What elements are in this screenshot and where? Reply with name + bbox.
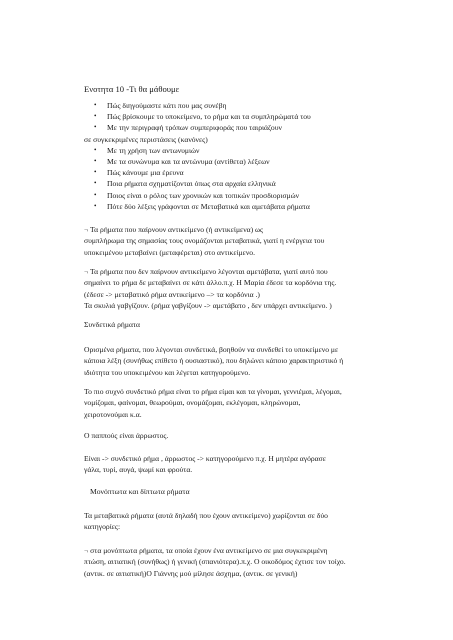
paragraph-common-linking-verbs: Το πιο συχνό συνδετικό ρήμα είναι το ρήμα είμαι και τα γίνομαι, γεννιέμαι, λέγομαι, νομίζομαι, φαίνομαι, θεωρούμαι, ονομάζομαι, εκλέγομαι, κληρώνομαι, χειροτονούμαι κ.α. — [84, 387, 342, 419]
bullet-icon: • — [94, 112, 97, 121]
bullet-icon: • — [94, 201, 97, 210]
bullet-icon: • — [94, 190, 97, 199]
list-item: • Ποια ρήματα σχηματίζονται όπως στα αρχαία ελληνικά — [94, 179, 276, 189]
objectives-list — [84, 100, 394, 212]
list-item: • Πώς κάνουμε μια έρευνα — [94, 168, 184, 178]
section-title: Ενοτητα 10 -Τι θα μάθουμε — [84, 84, 180, 94]
paragraph-transitive: ¬ Τα ρήματα που παίρνουν αντικείμενο (ή αντικείμενα) ως συμπλήρωμα της σημασίας τους ονομάζονται μεταβατικά, γιατί η ενέργεια του υποκειμένου μεταβαίνει (μεταφέρεται) στο αντικείμενο. — [84, 225, 325, 257]
list-item: • Πότε δύο λέξεις γράφονται σε Μεταβατικά και αμετάβατα ρήματα — [94, 201, 310, 211]
heading-linking-verbs: Συνδετικά ρήματα — [84, 320, 140, 329]
list-item: • Με την περιγραφή τρόπων συμπεριφοράς που ταιριάζουν — [94, 123, 282, 133]
paragraph-monoptota: ¬ στα μονόπτωτα ρήματα, τα οποία έχουν ένα αντικείμενο σε μια συγκεκριμένη πτώση, αιτιατική (συνήθως) ή γενική (σπανιότερα).π.χ. Ο οικοδόμος έχτισε τον τοίχο. (αντικ. σε αιτιατική)Ο Γιάννης μού μίλησε άσχημα, (αντικ. σε γενική) — [84, 546, 346, 578]
paragraph-intransitive: ¬ Τα ρήματα που δεν παίρνουν αντικείμενο λέγονται αμετάβατα, γιατί αυτό που σημαίνει το ρήμα δε μεταβαίνει σε κάτι άλλο.π.χ. Η Μαρία έδεσε τα κορδόνια της. (έδεσε -> μεταβατικό ρήμα αντικείμενο –> τα κορδόνια .) Τα σκυλιά γαβγίζουν. (ρήμα γαβγίζουν -> αμετάβατο , δεν υπάρχει αντικείμενο. ) — [84, 267, 337, 310]
list-item: • Με τα συνώνυμα και τα αντώνυμα (αντίθετα) λέξεων — [94, 157, 270, 167]
paragraph-transitive-categories: Τα μεταβατικά ρήματα (αυτά δηλαδή που έχουν αντικείμενο) χωρίζονται σε δύο κατηγορίες: — [84, 511, 328, 532]
list-item: • Ποιος είναι ο ρόλος των χρονικών και τοπικών προσδιορισμών — [94, 190, 300, 200]
bullet-icon: • — [94, 145, 97, 154]
heading-monoptota-diptota: Μονόπτωτα και δίπτωτα ρήματα — [90, 487, 190, 496]
list-item: • Πώς βρίσκουμε το υποκείμενο, το ρήμα και τα συμπληρώματά του — [94, 112, 311, 122]
bullet-icon: • — [94, 157, 97, 166]
list-item: • Με τη χρήση των αντωνυμιών — [94, 145, 200, 155]
paragraph-example-analysis: Είναι -> συνδετικό ρήμα , άρρωστος -> κατηγορούμενο π.χ. Η μητέρα αγόρασε γάλα, τυρί, αυγά, ψωμί και φρούτα. — [84, 454, 326, 475]
bullet-icon: • — [94, 168, 97, 177]
paragraph-linking-verbs: Ορισμένα ρήματα, που λέγονται συνδετικά, βοηθούν να συνδεθεί το υποκείμενο με κάποια λέξη (συνήθως επίθετο ή ουσιαστικό), που δηλώνει κάποιο χαρακτηριστικό ή ιδιότητα του υποκειμένου και λέγεται κατηγορούμενο. — [84, 345, 344, 377]
example-sentence: Ο παππούς είναι άρρωστος. — [84, 431, 169, 440]
bullet-icon: • — [94, 179, 97, 188]
bullet-icon: • — [94, 101, 97, 109]
list-item: • Πώς διηγούμαστε κάτι που μας συνέβη — [94, 101, 227, 110]
list-item-continuation: σε συγκεκριμένες περιστάσεις (κανόνες) — [84, 134, 208, 144]
bullet-icon: • — [94, 123, 97, 132]
